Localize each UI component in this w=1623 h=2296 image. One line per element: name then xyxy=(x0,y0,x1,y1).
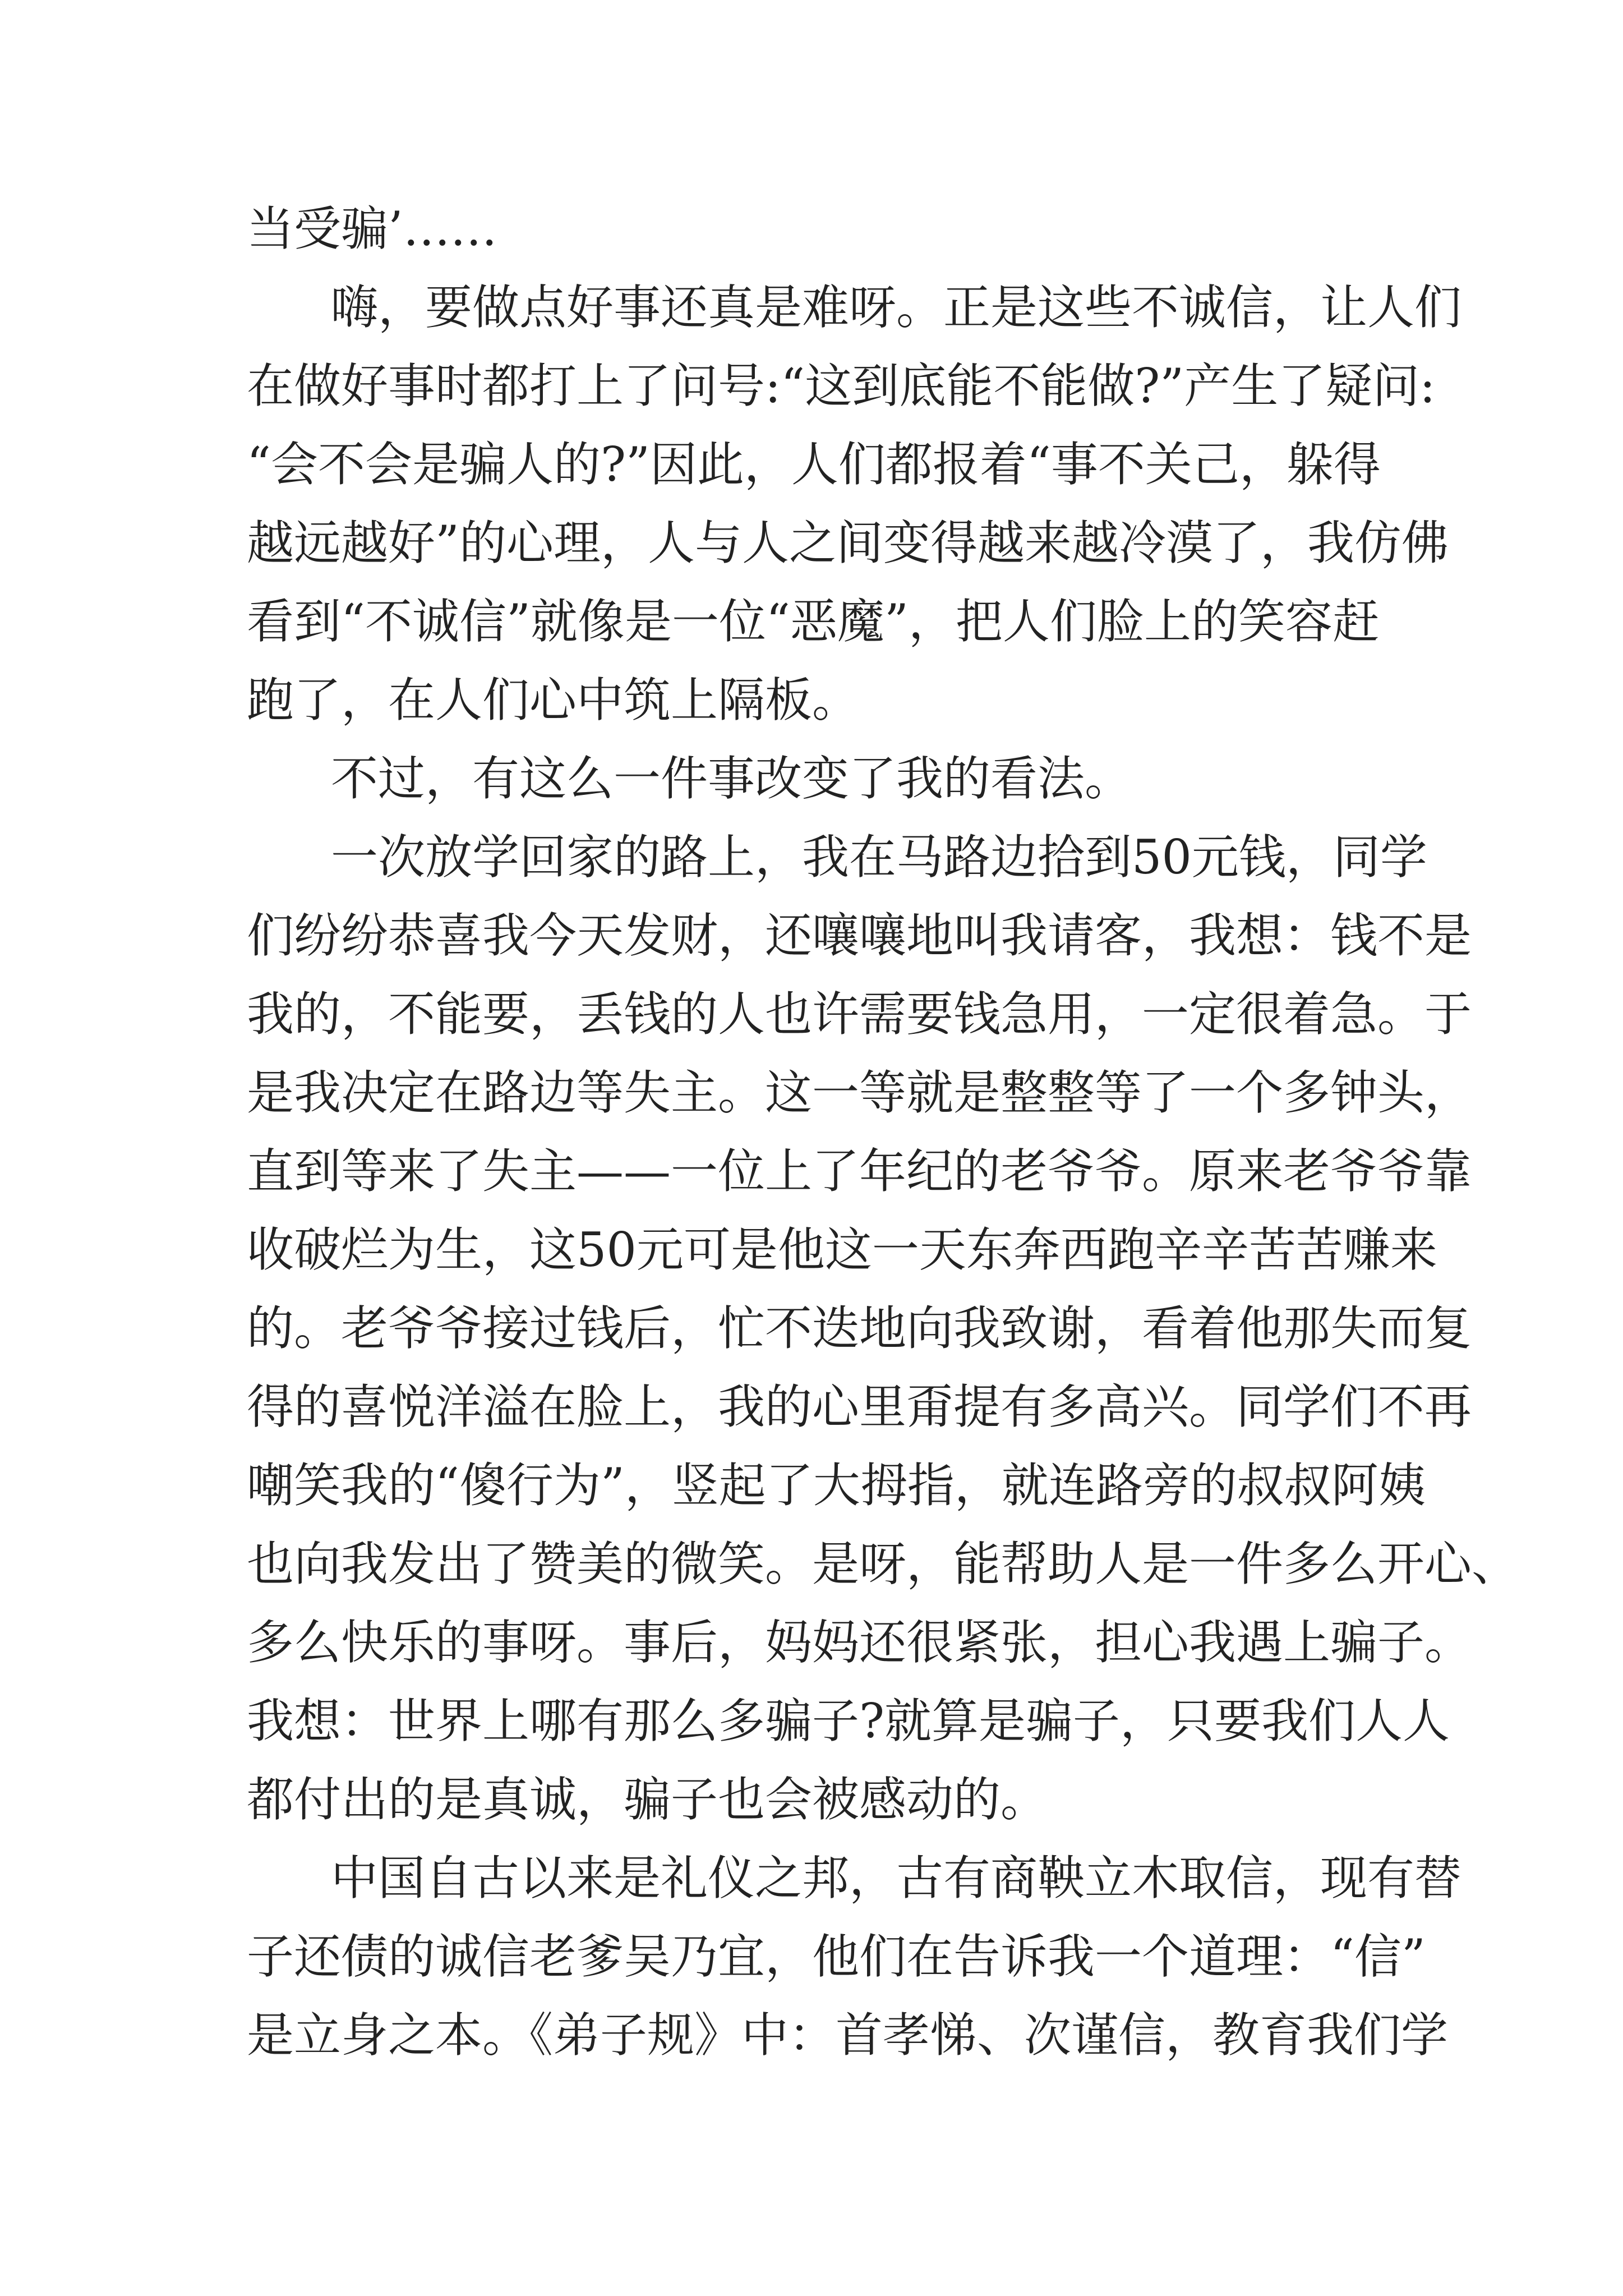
text-line: 当受骗’…… xyxy=(247,201,497,256)
text-line: 收破烂为生，这50元可是他这一天东奔西跑辛辛苦苦赚来 xyxy=(247,1222,1437,1277)
text-line: 我的，不能要，丢钱的人也许需要钱急用，一定很着急。于 xyxy=(247,987,1472,1042)
text-line: 是立身之本。《弟子规》中：首孝悌、次谨信，教育我们学 xyxy=(247,2008,1449,2063)
text-line: 越远越好”的心理，人与人之间变得越来越冷漠了，我仿佛 xyxy=(247,516,1449,570)
text-line: 得的喜悦洋溢在脸上，我的心里甭提有多高兴。同学们不再 xyxy=(247,1379,1472,1434)
text-line: 在做好事时都打上了问号:“这到底能不能做?”产生了疑问: xyxy=(247,358,1436,413)
text-line: 都付出的是真诚，骗子也会被感动的。 xyxy=(247,1772,1048,1827)
text-line: 嘲笑我的“傻行为”，竖起了大拇指，就连路旁的叔叔阿姨 xyxy=(247,1458,1426,1513)
text-line: 一次放学回家的路上，我在马路边拾到50元钱，同学 xyxy=(331,830,1427,885)
text-line: 中国自古以来是礼仪之邦，古有商鞅立木取信，现有替 xyxy=(331,1851,1462,1906)
text-line: 子还债的诚信老爹吴乃宜，他们在告诉我一个道理：“信” xyxy=(247,1929,1426,1984)
text-line: 是我决定在路边等失主。这一等就是整整等了一个多钟头， xyxy=(247,1065,1472,1120)
text-line: 我想：世界上哪有那么多骗子?就算是骗子，只要我们人人 xyxy=(247,1694,1450,1749)
text-line: 们纷纷恭喜我今天发财，还嚷嚷地叫我请客，我想：钱不是 xyxy=(247,908,1472,963)
text-line: 也向我发出了赞美的微笑。是呀，能帮助人是一件多么开心、 xyxy=(247,1536,1519,1591)
text-line: 多么快乐的事呀。事后，妈妈还很紧张，担心我遇上骗子。 xyxy=(247,1615,1472,1670)
text-line: 的。老爷爷接过钱后，忙不迭地向我致谢，看着他那失而复 xyxy=(247,1301,1472,1356)
document-body xyxy=(247,190,1519,2074)
text-line: “会不会是骗人的?”因此，人们都报着“事不关己，躲得 xyxy=(247,437,1381,492)
text-line: 嗨，要做点好事还真是难呀。正是这些不诚信，让人们 xyxy=(331,280,1462,335)
text-line: 跑了，在人们心中筑上隔板。 xyxy=(247,673,860,728)
text-line: 看到“不诚信”就像是一位“恶魔”，把人们脸上的笑容赶 xyxy=(247,594,1380,649)
text-line: 直到等来了失主——一位上了年纪的老爷爷。原来老爷爷靠 xyxy=(247,1144,1472,1199)
text-line: 不过，有这么一件事改变了我的看法。 xyxy=(331,751,1132,806)
